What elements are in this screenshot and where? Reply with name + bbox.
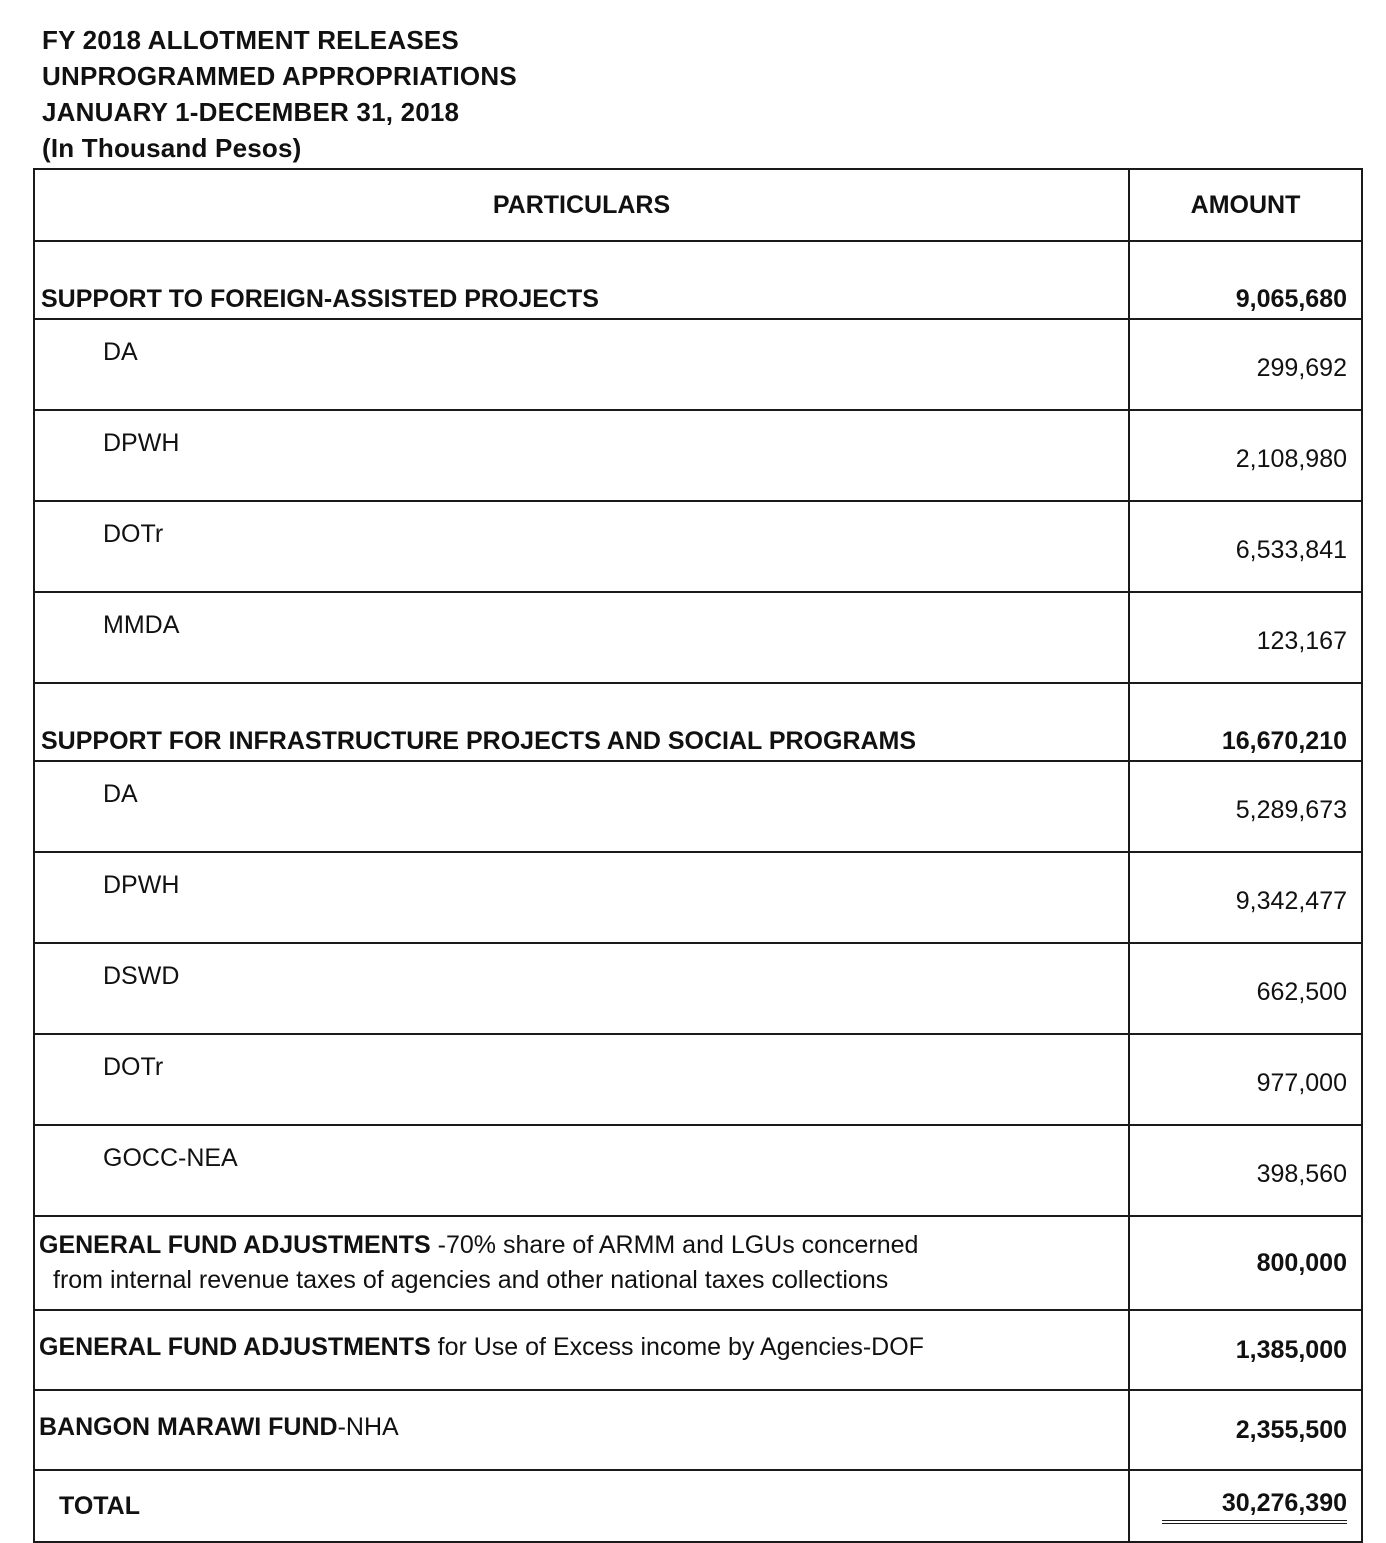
section-label: SUPPORT TO FOREIGN-ASSISTED PROJECTS xyxy=(34,241,1129,319)
total-label: TOTAL xyxy=(34,1470,1129,1542)
agency-label: DSWD xyxy=(34,943,1129,1034)
agency-amount: 977,000 xyxy=(1129,1034,1362,1125)
table-header-row xyxy=(34,169,1362,241)
section-row-infrastructure xyxy=(34,683,1362,761)
table-row xyxy=(34,943,1362,1034)
section-amount: 9,065,680 xyxy=(1129,241,1362,319)
table-row xyxy=(34,761,1362,852)
gfa-armm-desc-line1: -70% share of ARMM and LGUs concerned xyxy=(430,1231,919,1259)
gfa-armm-title: GENERAL FUND ADJUSTMENTS xyxy=(39,1231,431,1259)
agency-label: MMDA xyxy=(34,592,1129,683)
agency-amount: 5,289,673 xyxy=(1129,761,1362,852)
table-row xyxy=(34,319,1362,410)
section-label: SUPPORT FOR INFRASTRUCTURE PROJECTS AND SOCIAL PROGRAMS xyxy=(34,683,1129,761)
agency-label: DA xyxy=(34,319,1129,410)
agency-amount: 662,500 xyxy=(1129,943,1362,1034)
particulars-header: PARTICULARS xyxy=(34,169,1129,241)
table-row xyxy=(34,852,1362,943)
report-units: (In Thousand Pesos) xyxy=(42,133,302,163)
agency-amount: 9,342,477 xyxy=(1129,852,1362,943)
amount-header: AMOUNT xyxy=(1129,169,1362,241)
agency-amount: 6,533,841 xyxy=(1129,501,1362,592)
marawi-label xyxy=(34,1390,1129,1470)
gfa-armm-label xyxy=(34,1216,1129,1310)
total-amount: 30,276,390 xyxy=(1162,1489,1347,1524)
agency-label: DOTr xyxy=(34,501,1129,592)
marawi-title: BANGON MARAWI FUND xyxy=(39,1412,338,1441)
agency-label: DOTr xyxy=(34,1034,1129,1125)
report-period: JANUARY 1-DECEMBER 31, 2018 xyxy=(42,97,460,127)
marawi-desc: -NHA xyxy=(337,1412,399,1441)
gfa-armm-amount: 800,000 xyxy=(1129,1216,1362,1310)
agency-label: DPWH xyxy=(34,852,1129,943)
total-amount-cell xyxy=(1129,1470,1362,1542)
marawi-amount: 2,355,500 xyxy=(1129,1390,1362,1470)
marawi-row xyxy=(34,1390,1362,1470)
table-row xyxy=(34,410,1362,501)
agency-label: DPWH xyxy=(34,410,1129,501)
report-title: FY 2018 ALLOTMENT RELEASES xyxy=(42,25,459,55)
agency-label: GOCC-NEA xyxy=(34,1125,1129,1216)
table-row xyxy=(34,592,1362,683)
agency-label: DA xyxy=(34,761,1129,852)
agency-amount: 299,692 xyxy=(1129,319,1362,410)
report-title-block xyxy=(42,22,517,166)
agency-amount: 398,560 xyxy=(1129,1125,1362,1216)
allotment-table xyxy=(33,168,1363,1543)
total-row xyxy=(34,1470,1362,1542)
gfa-dof-title: GENERAL FUND ADJUSTMENTS xyxy=(39,1332,431,1361)
gfa-dof-label xyxy=(34,1310,1129,1390)
section-row-foreign-assisted xyxy=(34,241,1362,319)
gfa-armm-row xyxy=(34,1216,1362,1310)
agency-amount: 2,108,980 xyxy=(1129,410,1362,501)
section-amount: 16,670,210 xyxy=(1129,683,1362,761)
report-subtitle: UNPROGRAMMED APPROPRIATIONS xyxy=(42,61,517,91)
gfa-dof-amount: 1,385,000 xyxy=(1129,1310,1362,1390)
gfa-dof-row xyxy=(34,1310,1362,1390)
table-row xyxy=(34,501,1362,592)
table-row xyxy=(34,1125,1362,1216)
gfa-dof-desc: for Use of Excess income by Agencies-DOF xyxy=(430,1332,924,1361)
gfa-armm-desc-line2: from internal revenue taxes of agencies and other national taxes collections xyxy=(53,1266,889,1294)
agency-amount: 123,167 xyxy=(1129,592,1362,683)
table-row xyxy=(34,1034,1362,1125)
